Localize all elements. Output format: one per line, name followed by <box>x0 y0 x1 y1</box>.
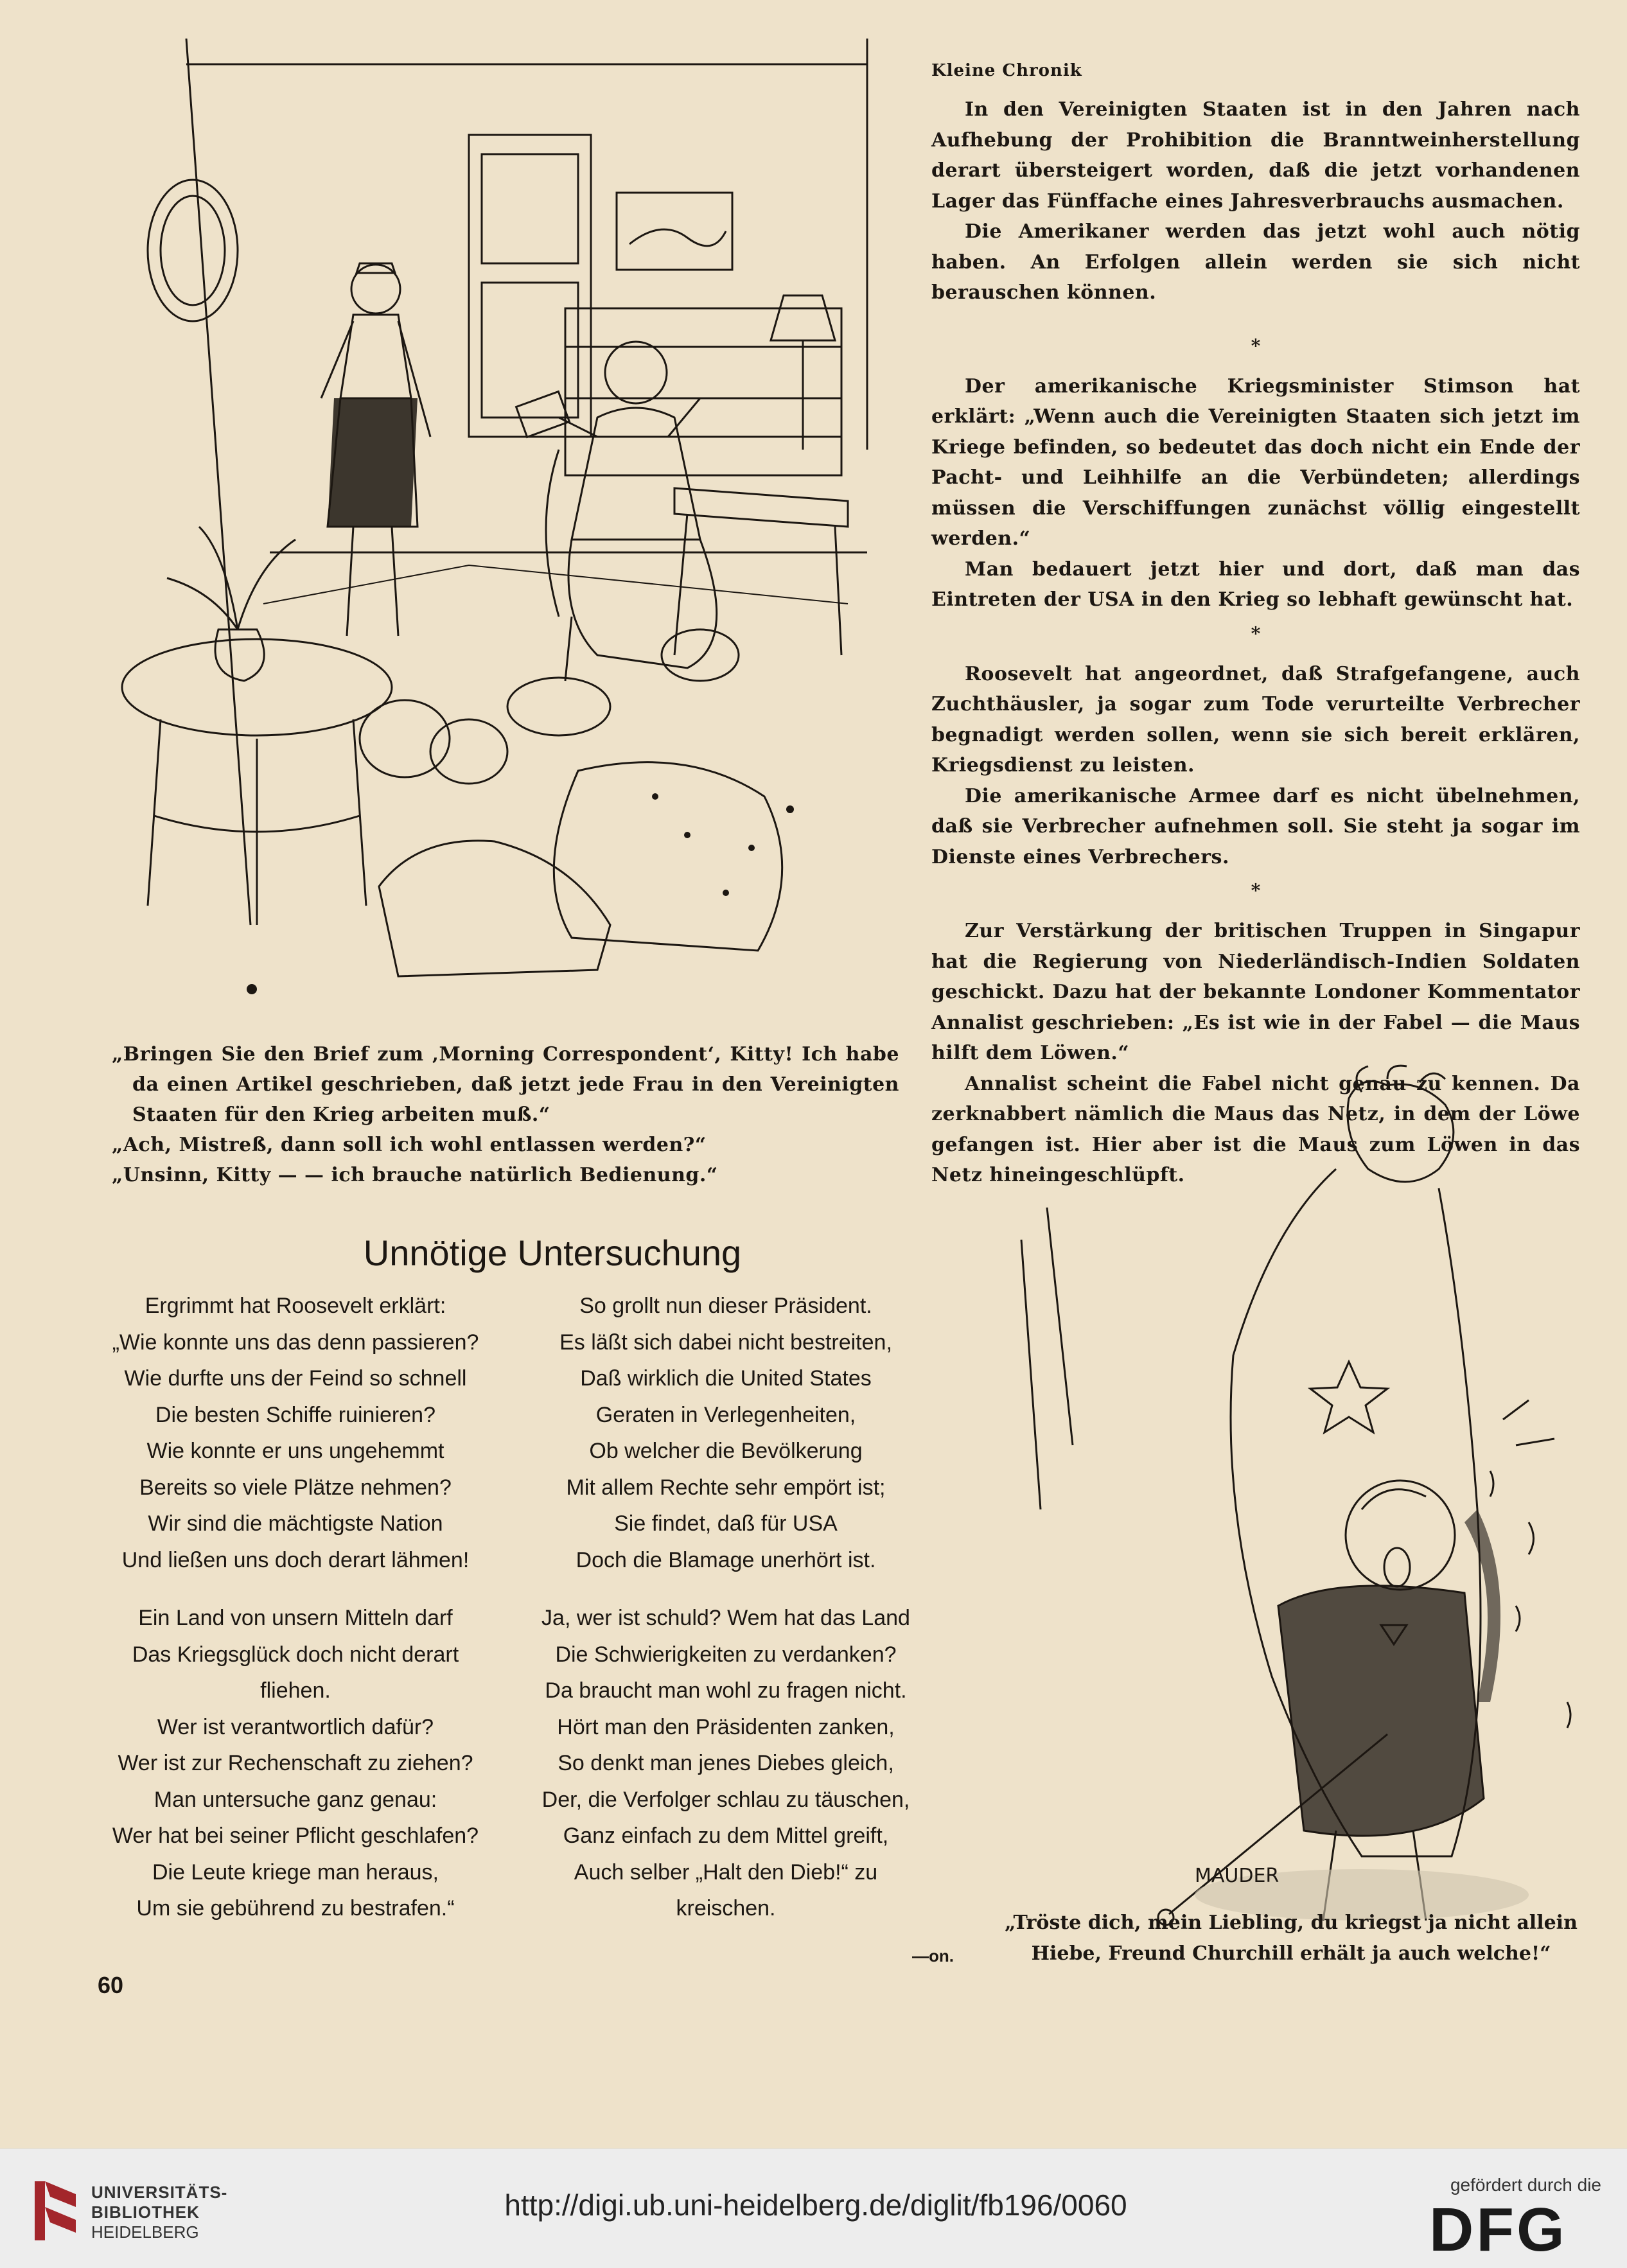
poem-line: Doch die Blamage unerhört ist. <box>576 1547 876 1572</box>
caption-line: „Bringen Sie den Brief zum ‚Morning Correspondent‘, Kitty! Ich habe da einen Artikel geschrieben, daß jetzt jede Frau in den Vereinigten Staaten für den Krieg arbeiten muß.“ <box>112 1043 899 1126</box>
chronik-paragraph: Die amerikanische Armee darf es nicht übelnehmen, daß sie Verbrecher aufnehmen soll. Sie steht ja sogar im Dienste eines Verbrechers. <box>931 784 1580 868</box>
chronik-paragraph: Roosevelt hat angeordnet, daß Strafgefangene, auch Zuchthäusler, ja sogar zum Tode verurteilte Verbrecher begnadigt werden sollen, wenn sie sich bereit erklären, Kriegsdienst zu leisten. <box>931 662 1580 777</box>
page-number: 60 <box>98 1972 124 1998</box>
viewer-footer <box>0 2149 1627 2268</box>
library-name-line: BIBLIOTHEK <box>91 2202 200 2222</box>
poem-title: Unnötige Untersuchung <box>363 1233 742 1273</box>
poem-line: Ein Land von unsern Mitteln darf <box>138 1606 453 1630</box>
poem-line: Der, die Verfolger schlau zu täuschen, <box>541 1787 910 1812</box>
poem-line: Wer ist zur Rechenschaft zu ziehen? <box>118 1751 473 1775</box>
poem-line: Daß wirklich die United States <box>580 1366 872 1391</box>
poem-line: Die besten Schiffe ruinieren? <box>155 1402 435 1427</box>
poem-line: Ergrimmt hat Roosevelt erklärt: <box>145 1294 446 1318</box>
poem-line: Bereits so viele Plätze nehmen? <box>139 1475 452 1500</box>
illustration-uncle-sam-comforting <box>1002 1060 1606 1940</box>
dfg-logo-text: DFG <box>1429 2201 1567 2255</box>
section-separator: * <box>1251 335 1261 356</box>
caption-line: Hiebe, Freund Churchill erhält ja auch welche!“ <box>1031 1942 1551 1965</box>
poem-line: Wer ist verantwortlich dafür? <box>157 1714 434 1739</box>
poem-line: Um sie gebührend zu bestrafen.“ <box>136 1896 455 1921</box>
dfg-logo-icon[interactable] <box>1429 2201 1603 2255</box>
university-library-name[interactable] <box>91 2183 227 2242</box>
poem-line: Man untersuche ganz genau: <box>154 1787 437 1812</box>
illustration-caption-uncle-sam <box>1002 1908 1580 1969</box>
poem-line: fliehen. <box>260 1678 331 1703</box>
section-separator: * <box>1251 622 1261 644</box>
poem-line: Mit allem Rechte sehr empört ist; <box>566 1475 886 1500</box>
poem-line: Es läßt sich dabei nicht bestreiten, <box>559 1330 892 1355</box>
chronik-heading: Kleine Chronik <box>931 61 1082 80</box>
kleine-chronik-column <box>931 61 1580 1191</box>
poem-line: Ja, wer ist schuld? Wem hat das Land <box>541 1606 910 1630</box>
chronik-paragraph: In den Vereinigten Staaten ist in den Jahren nach Aufhebung der Prohibition die Branntweinherstellung derart übersteigert worden, daß die jetzt vorhandenen Lager das Fünffache eines Jahresverbrauchs ausmachen. <box>931 98 1580 213</box>
poem-line: Das Kriegsglück doch nicht derart <box>132 1642 459 1667</box>
poem-line: kreischen. <box>676 1896 776 1921</box>
poem-line: Auch selber „Halt den Dieb!“ zu <box>574 1859 878 1885</box>
illustration-maid-and-mistress <box>109 39 899 1015</box>
artist-signature: MAUDER <box>1195 1865 1280 1887</box>
poem-signature: —on. <box>912 1946 954 1965</box>
chronik-paragraph: Annalist scheint die Fabel nicht genau zu kennen. Da zerknabbert nämlich die Maus das Netz, in dem der Löwe gefangen ist. Hier aber ist die Maus zum Löwen in das Netz hineingeschlüpft. <box>931 1072 1580 1186</box>
university-library-logo-icon[interactable] <box>31 2175 82 2247</box>
poem-line: Die Leute kriege man heraus, <box>152 1859 439 1885</box>
poem-line: So denkt man jenes Diebes gleich, <box>558 1751 894 1775</box>
section-separator: * <box>1251 880 1261 901</box>
caption-line: „Ach, Mistreß, dann soll ich wohl entlassen werden?“ <box>112 1134 707 1156</box>
poem-line: „Wie konnte uns das denn passieren? <box>112 1330 479 1355</box>
chronik-paragraph: Die Amerikaner werden das jetzt wohl auch nötig haben. An Erfolgen allein werden sie sich nicht berauschen können. <box>931 220 1580 304</box>
poem-line: Die Schwierigkeiten zu verdanken? <box>555 1642 897 1667</box>
poem-line: Geraten in Verlegenheiten, <box>595 1402 856 1427</box>
caption-line: „Tröste dich, mein Liebling, du kriegst ja nicht allein <box>1005 1912 1578 1934</box>
poem-column-right <box>462 1288 989 1927</box>
poem-line: Wer hat bei seiner Pflicht geschlafen? <box>112 1824 479 1848</box>
funding-label: gefördert durch die <box>1450 2175 1601 2195</box>
poem-line: Und ließen uns doch derart lähmen! <box>121 1547 470 1572</box>
poem-line: Ganz einfach zu dem Mittel greift, <box>563 1824 889 1848</box>
poem-line: Wie konnte er uns ungehemmt <box>146 1439 444 1463</box>
poem-line: Hört man den Präsidenten zanken, <box>557 1714 895 1739</box>
permalink-url[interactable]: http://digi.ub.uni-heidelberg.de/diglit/fb196/0060 <box>504 2188 1127 2222</box>
chronik-paragraph: Zur Verstärkung der britischen Truppen in Singapur hat die Regierung von Niederländisch-Indien Soldaten geschickt. Dazu hat der bekannte Londoner Kommentator Annalist geschrieben: „Es ist wie in der Fabel — die Maus hilft dem Löwen.“ <box>931 920 1580 1064</box>
caption-line: „Unsinn, Kitty — — ich brauche natürlich Bedienung.“ <box>112 1164 718 1186</box>
poem-line: Wir sind die mächtigste Nation <box>148 1511 443 1536</box>
chronik-paragraph: Der amerikanische Kriegsminister Stimson hat erklärt: „Wenn auch die Vereinigten Staaten sich jetzt im Kriege befinden, so bedeutet das doch nicht ein Ende der Pacht- und Leihhilfe an die Verbündeten; allerdings müssen die Verschiffungen zunächst völlig eingestellt werden.“ <box>931 374 1580 550</box>
library-name-line: UNIVERSITÄTS- <box>91 2183 228 2202</box>
library-name-line: HEIDELBERG <box>91 2222 199 2242</box>
poem-line: Ob welcher die Bevölkerung <box>589 1439 863 1463</box>
poem-line: Wie durfte uns der Feind so schnell <box>124 1366 467 1391</box>
poem-line: Sie findet, daß für USA <box>614 1511 838 1536</box>
chronik-paragraph: Man bedauert jetzt hier und dort, daß man das Eintreten der USA in den Krieg so lebhaft gewünscht hat. <box>931 558 1580 611</box>
poem-line: So grollt nun dieser Präsident. <box>579 1294 872 1318</box>
poem-line: Da braucht man wohl zu fragen nicht. <box>545 1678 907 1703</box>
illustration-caption-maid <box>96 1039 899 1190</box>
